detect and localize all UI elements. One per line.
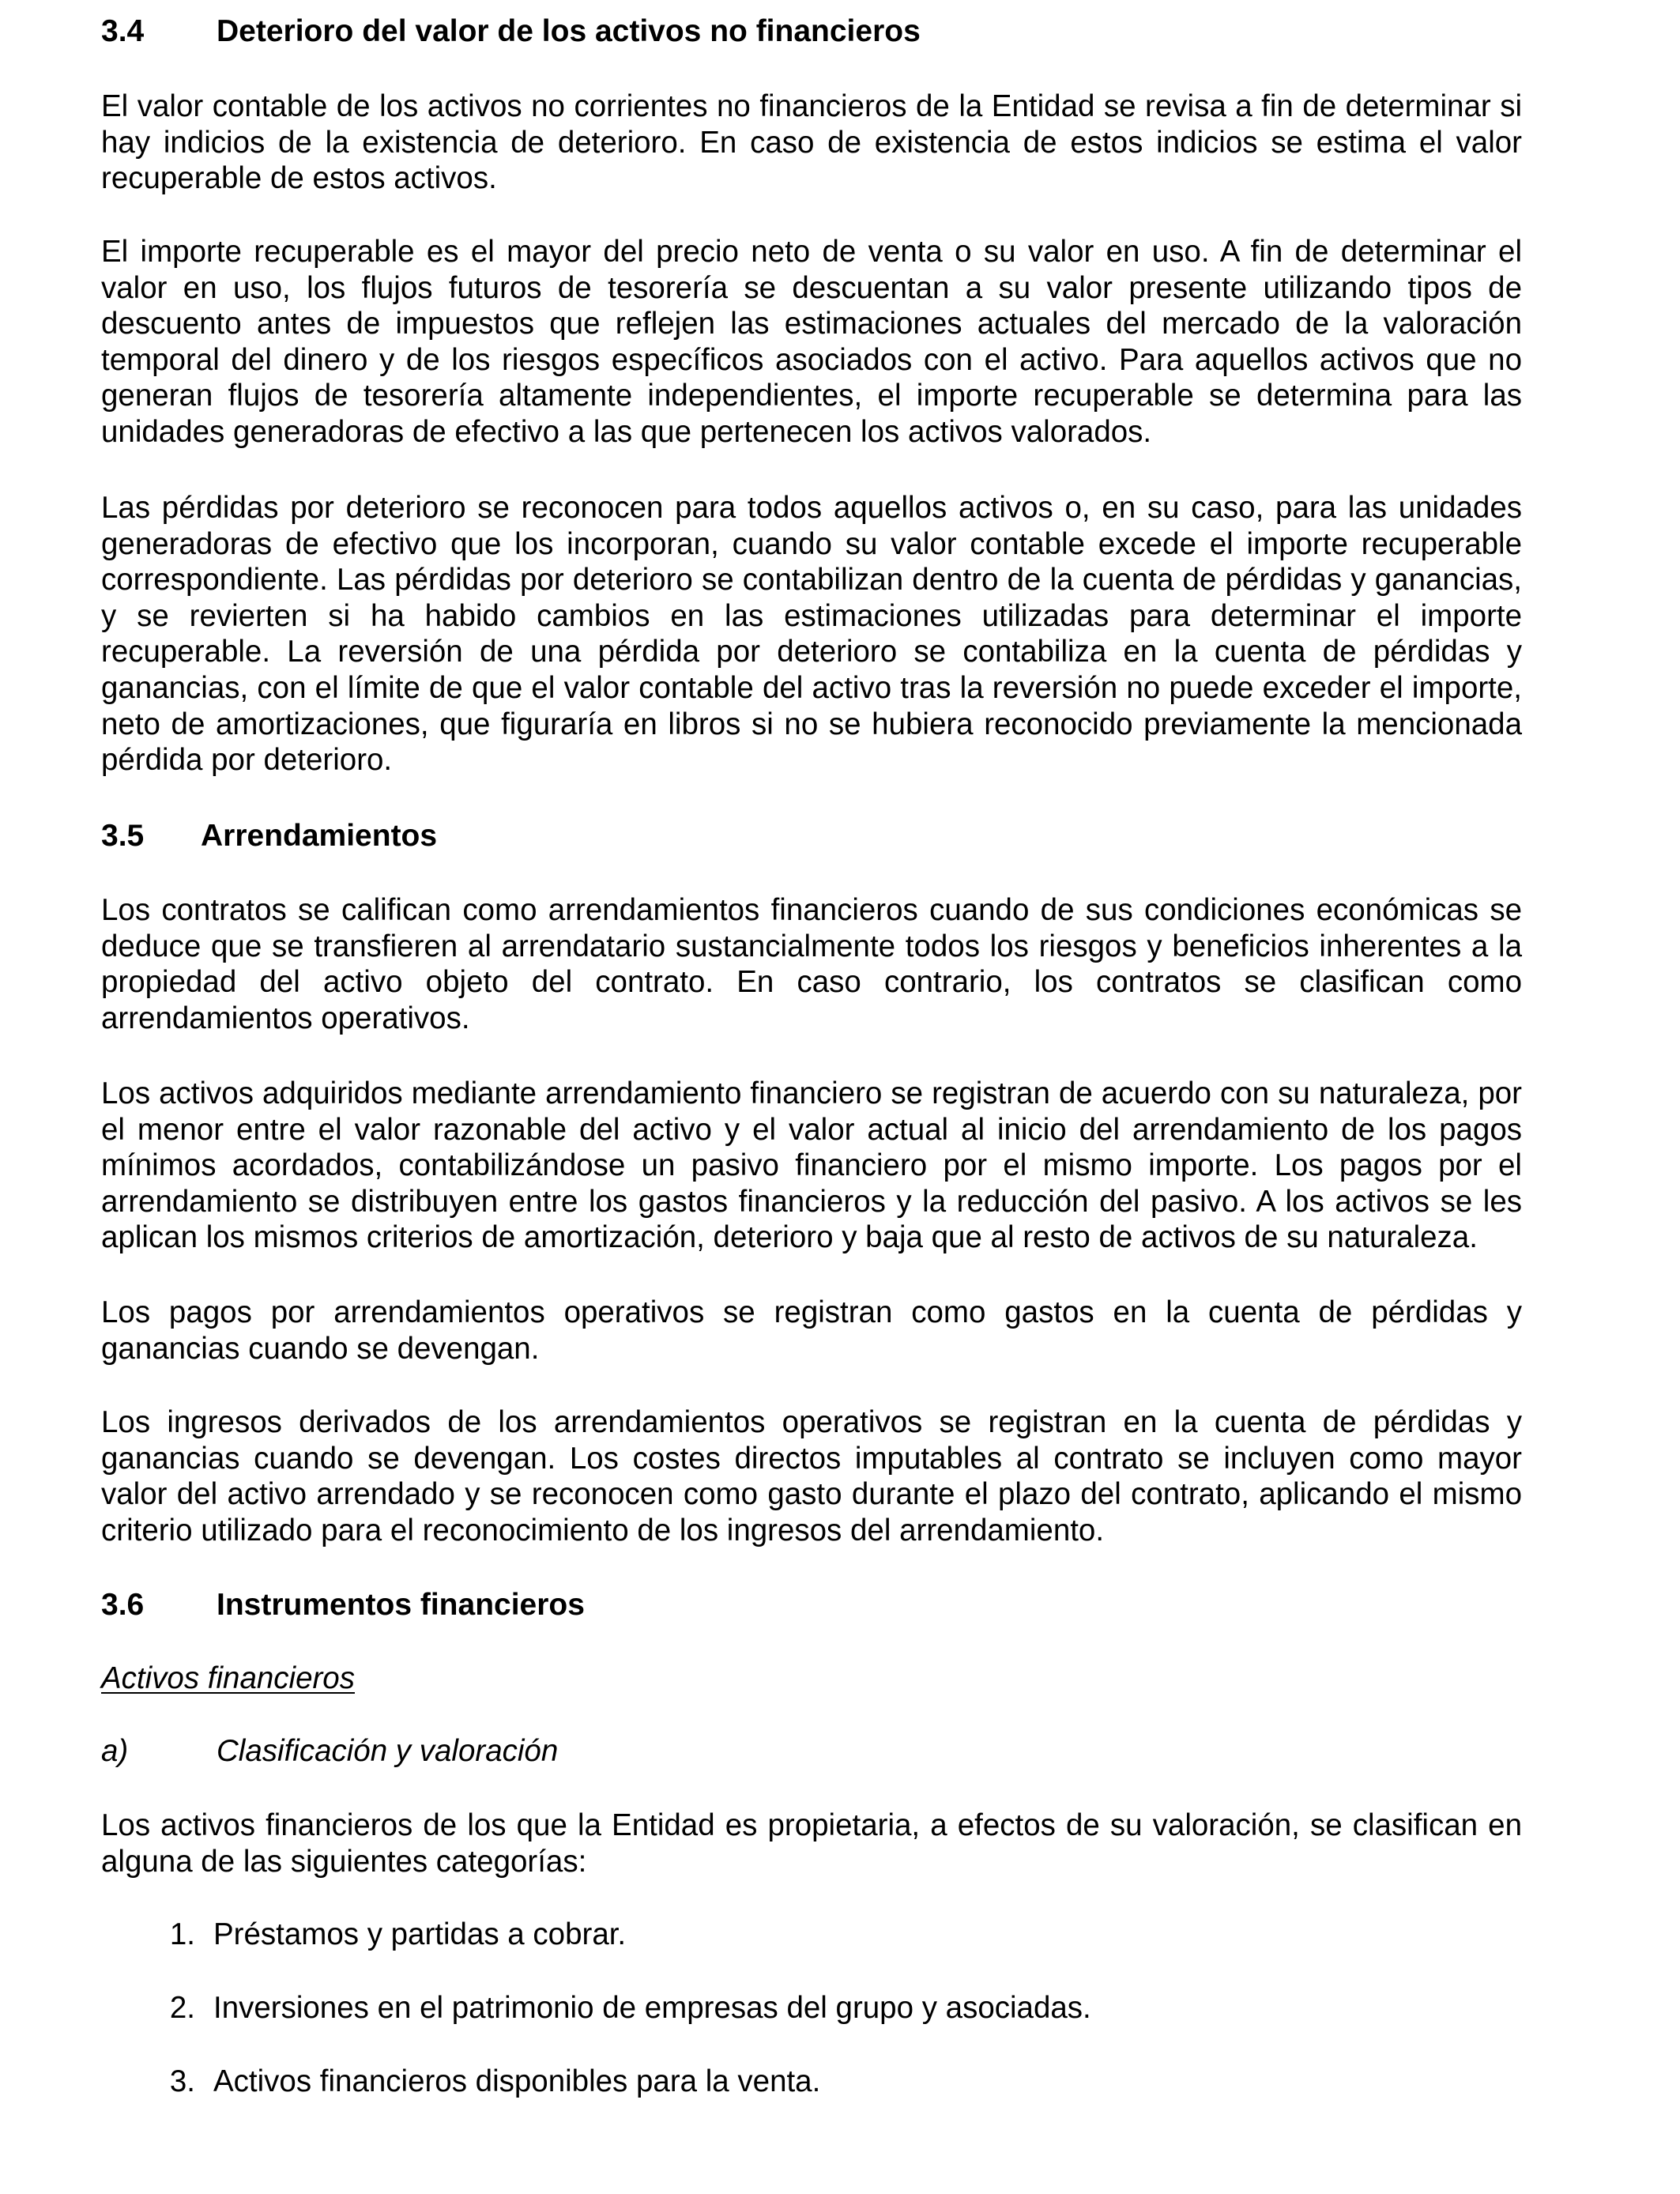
list-text: Préstamos y partidas a cobrar. — [213, 1917, 627, 1951]
paragraph: El importe recuperable es el mayor del precio neto de venta o su valor en uso. A fin de determinar el valor en uso, los flujos futuros de tesorería se descuentan a su valor presente utilizando tipos de descuento antes de impuestos que reflejen las estimaciones actuales del mercado de la valoración temporal del dinero y de los riesgos específicos asociados con el activo. Para aquellos activos que no generan flujos de tesorería altamente independientes, el importe recuperable se determina para las unidades generadoras de efectivo a las que pertenecen los activos valorados. — [101, 235, 1522, 449]
paragraph: Las pérdidas por deterioro se reconocen para todos aquellos activos o, en su caso, para las unidades generadoras de efectivo que los incorporan, cuando su valor contable excede el importe recuperable correspondiente. Las pérdidas por deterioro se contabilizan dentro de la cuenta de pérdidas y ganancias, y se revierten si ha habido cambios en las estimaciones utilizadas para determinar el importe recuperable. La reversión de una pérdida por deterioro se contabiliza en la cuenta de pérdidas y ganancias, con el límite de que el valor contable del activo tras la reversión no puede exceder el importe, neto de amortizaciones, que figuraría en libros si no se hubiera reconocido previamente la mencionada pérdida por deterioro. — [101, 491, 1522, 778]
list-number: 3. — [169, 2064, 195, 2098]
paragraph: Los activos financieros de los que la Entidad es propietaria, a efectos de su valoración, se clasifican en alguna de las siguientes categorías: — [101, 1808, 1522, 1879]
section-number: 3.5 — [101, 819, 145, 853]
paragraph: Los contratos se califican como arrendamientos financieros cuando de sus condiciones económicas se deduce que se transfieren al arrendatario sustancialmente todos los riesgos y beneficios inherentes a la propiedad del activo objeto del contrato. En caso contrario, los contratos se clasifican como arrendamientos operativos. — [101, 893, 1522, 1035]
paragraph: El valor contable de los activos no corrientes no financieros de la Entidad se revisa a fin de determinar si hay indicios de la existencia de deterioro. En caso de existencia de estos indicios se estima el valor recuperable de estos activos. — [101, 89, 1522, 196]
subsection-a-title: Clasificación y valoración — [217, 1734, 559, 1768]
section-heading-3-4 — [101, 13, 1522, 50]
paragraph: Los ingresos derivados de los arrendamientos operativos se registran en la cuenta de pérdidas y ganancias cuando se devengan. Los costes directos imputables al contrato se incluyen como mayor valor del activo arrendado y se reconocen como gasto durante el plazo del contrato, aplicando el mismo criterio utilizado para el reconocimiento de los ingresos del arrendamiento. — [101, 1405, 1522, 1547]
section-title: Instrumentos financieros — [217, 1588, 585, 1622]
paragraph: Los activos adquiridos mediante arrendamiento financiero se registran de acuerdo con su naturaleza, por el menor entre el valor razonable del activo y el valor actual al inicio del arrendamiento de los pagos mínimos acordados, contabilizándose un pasivo financiero por el mismo importe. Los pagos por el arrendamiento se distribuyen entre los gastos financieros y la reducción del pasivo. A los activos se les aplican los mismos criterios de amortización, deterioro y baja que al resto de activos de su naturaleza. — [101, 1076, 1522, 1255]
subsection-a — [101, 1733, 1522, 1770]
section-title: Arrendamientos — [201, 819, 438, 853]
section-number: 3.6 — [101, 1588, 145, 1622]
list-number: 2. — [169, 1991, 195, 2025]
section-number: 3.4 — [101, 14, 145, 48]
section-title: Deterioro del valor de los activos no financieros — [217, 14, 921, 48]
list-text: Inversiones en el patrimonio de empresas del grupo y asociadas. — [213, 1991, 1091, 2025]
list-item — [101, 2064, 1522, 2100]
list-number: 1. — [169, 1917, 195, 1951]
list-item — [101, 1990, 1522, 2026]
paragraph: Los pagos por arrendamientos operativos se registran como gastos en la cuenta de pérdidas y ganancias cuando se devengan. — [101, 1295, 1522, 1366]
list-item — [101, 1917, 1522, 1953]
section-heading-3-6 — [101, 1587, 1522, 1623]
subsection-letter: a) — [101, 1734, 129, 1768]
subsection-title: Activos financieros — [101, 1661, 355, 1695]
list-text: Activos financieros disponibles para la venta. — [213, 2064, 821, 2098]
section-heading-3-5 — [101, 818, 1522, 854]
